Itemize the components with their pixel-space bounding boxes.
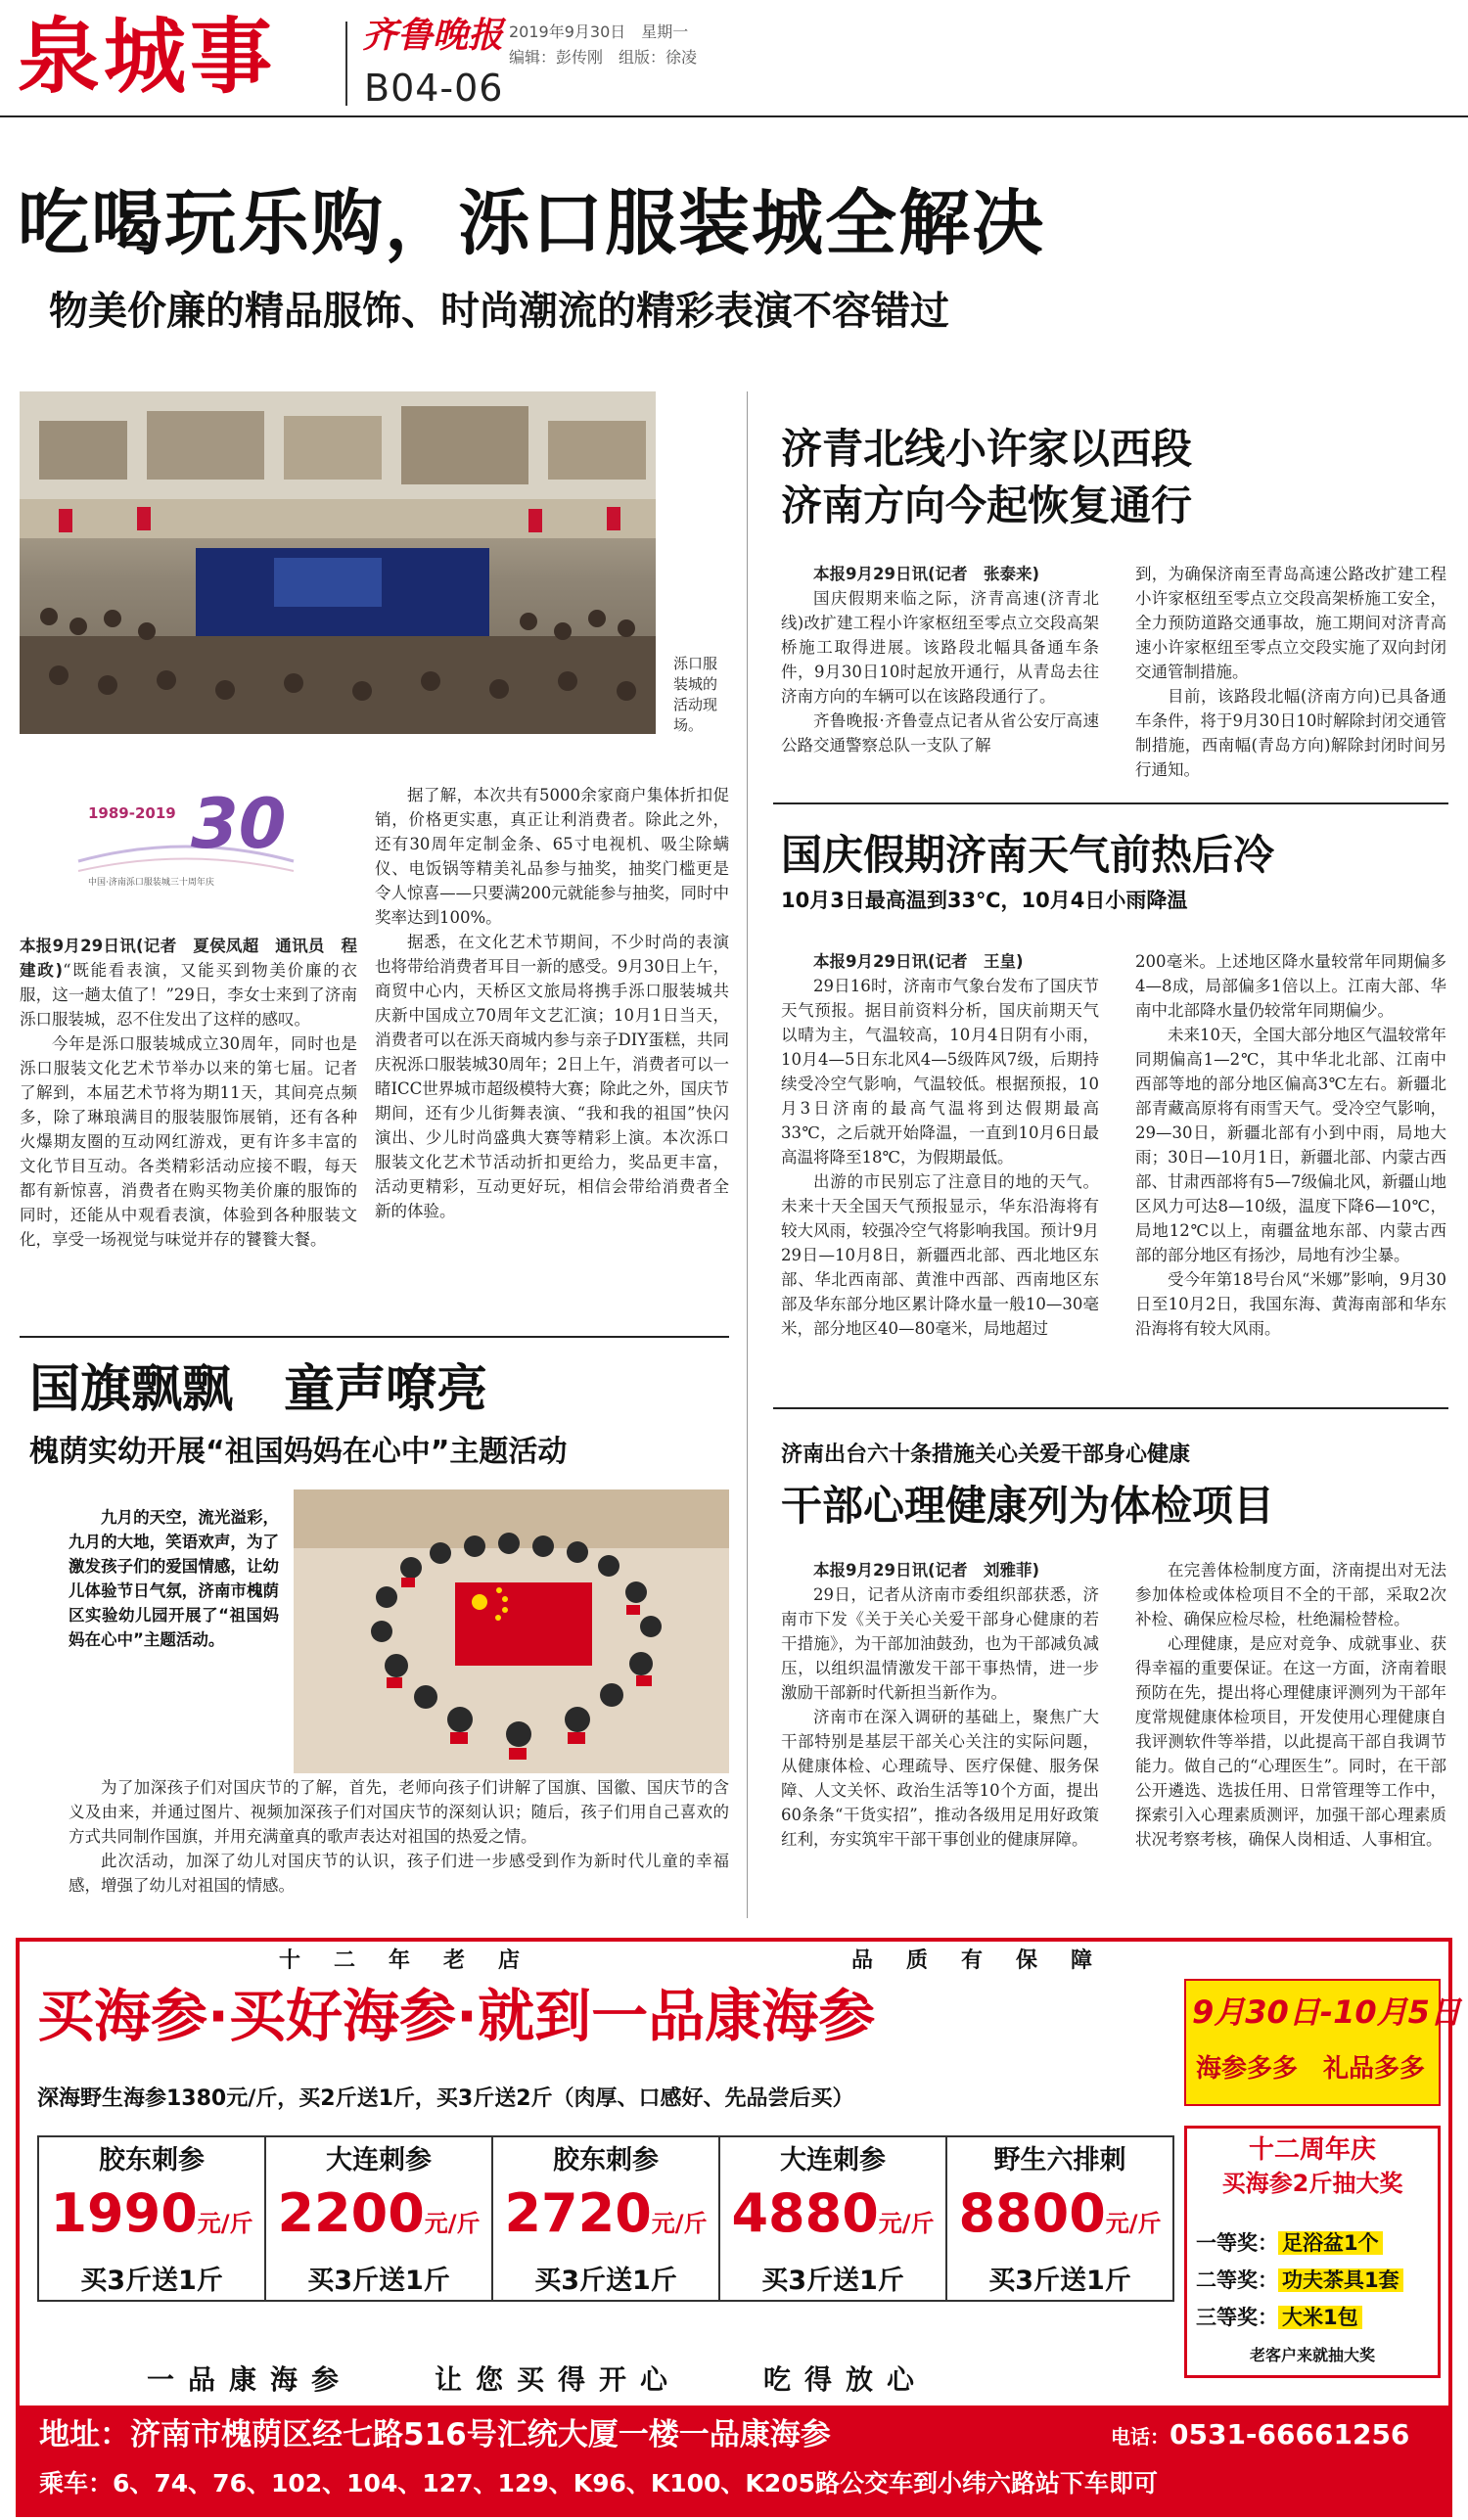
ad-phone: 0531-66661256 xyxy=(1170,2418,1410,2451)
cadre-col1-para2: 济南市在深入调研的基础上，聚焦广大干部特别是基层干部关心关注的实际问题，从健康体检、心理疏导、医疗保健、服务保障、人文关怀、政治生活等10个方面，提出60条条“干货实招”，推动各级用足用好政策红利，夯实筑牢干部干事创业的健康屏障。 xyxy=(781,1708,1099,1849)
ad-subline: 深海野生海参1380元/斤，买2斤送1斤，买3斤送2斤（肉厚、口感好、先品尝后买） xyxy=(37,2086,854,2111)
ad-phone-label: 电话： xyxy=(1111,2425,1170,2449)
product-promo: 买3斤送1斤 xyxy=(534,2266,677,2296)
weather-subhead: 10月3日最高温到33℃，10月4日小雨降温 xyxy=(781,889,1188,912)
product-name: 大连刺参 xyxy=(326,2145,432,2176)
product-cell xyxy=(264,2135,491,2302)
weather-col2-para3: 受今年第18号台风“米娜”影响，9月30日至10月2日，我国东海、黄海南部和华东沿海将有较大风雨。 xyxy=(1135,1270,1446,1338)
lead-col2-para2: 据悉，在文化艺术节期间，不少时尚的表演也将带给消费者耳目一新的感受。9月30日上午，商贸中心内，天桥区文旅局将携手泺口服装城共庆新中国成立70周年文艺汇演；10月1日当天，消费者可以在泺天商城内参与亲子DIY蛋糕，共同庆祝泺口服装城30周年；2日上午，消费者可以一睹ICC世界城市超级模特大赛；除此之外，国庆节期间，还有少儿街舞表演、“我和我的祖国”快闪演出、少儿时尚盛典大赛等精彩上演。本次泺口服装文化艺术节活动折扣更给力，奖品更丰富，活动更精彩，互动更好玩，相信会带给消费者全新的体验。 xyxy=(375,933,729,1220)
weather-headline: 国庆假期济南天气前热后冷 xyxy=(781,831,1275,879)
road-col2-para2: 目前，该路段北幅(济南方向)已具备通车条件，将于9月30日10时解除封闭交通管制措施，西南幅(青岛方向)解除封闭时间另行通知。 xyxy=(1135,687,1446,779)
kid-headline: 国旗飘飘 童声嘹亮 xyxy=(29,1360,488,1419)
anniversary-logo xyxy=(69,793,303,900)
ad-top-left: 十二年老店 xyxy=(279,1948,554,1973)
editor-line: 编辑：彭传刚 组版：徐凌 xyxy=(509,48,698,67)
lottery-title1: 十二周年庆 xyxy=(1248,2135,1376,2165)
prize-level: 一等奖： xyxy=(1196,2231,1278,2255)
paper-name: 齐鲁晚报 xyxy=(362,15,504,56)
section-title: 泉城事 xyxy=(18,8,277,105)
product-promo: 买3斤送1斤 xyxy=(307,2266,450,2296)
weather-col1-para1: 29日16时，济南市气象台发布了国庆节天气预报。据目前资料分析，国庆前期天气以晴为主，气温较高，10月4日阴有小雨，10月4—5日东北风4—5级阵风7级，后期持续受冷空气影响，气温较低。根据预报，10月3日济南的最高气温将到达假期最高33℃，之后就开始降温，一直到10月6日最高温将降至18℃，为假期最低。 xyxy=(781,977,1099,1167)
prize-row xyxy=(1196,2300,1437,2335)
lead-photo-caption: 泺口服装城的活动现场。 xyxy=(673,655,718,734)
ad-products xyxy=(37,2135,1174,2302)
page-number: B04-06 xyxy=(364,67,504,110)
cadre-col1 xyxy=(781,1558,1099,1908)
product-unit: 元/斤 xyxy=(878,2210,935,2237)
ad-dates: 9月30日-10月5日 xyxy=(1192,1993,1461,2031)
lottery-note: 老客户来就抽大奖 xyxy=(1249,2346,1375,2364)
prize-level: 三等奖： xyxy=(1196,2306,1278,2329)
lead-headline: 吃喝玩乐购，泺口服装城全解决 xyxy=(18,182,1045,265)
kid-body-para1: 为了加深孩子们对国庆节的了解，首先，老师向孩子们讲解了国旗、国徽、国庆节的含义及由来，并通过图片、视频加深孩子们对国庆节的深刻认识；随后，孩子们用自己喜欢的方式共同制作国旗，并用充满童真的歌声表达对祖国的热爱之情。 xyxy=(69,1778,729,1846)
product-cell xyxy=(945,2135,1174,2302)
prize-row xyxy=(1196,2225,1437,2261)
lead-byline: 本报9月29日讯(记者 夏侯凤超 通讯员 程建政) xyxy=(20,937,357,980)
road-col1-para2: 齐鲁晚报·齐鲁壹点记者从省公安厅高速公路交通警察总队一支队了解 xyxy=(781,711,1099,755)
ad-bus: 乘车：6、74、76、102、104、127、129、K96、K100、K205路公交车到小纬六路站下车即可 xyxy=(39,2469,1158,2497)
ad-address: 地址：济南市槐荫区经七路516号汇统大厦一楼一品康海参 xyxy=(39,2417,831,2452)
road-col1-para1: 国庆假期来临之际，济青高速(济青北线)改扩建工程小许家枢纽至零点立交段高架桥施工取得进展。该路段北幅具备通车条件，9月30日10时起放开通行，从青岛去往济南方向的车辆可以在该路段通行了。 xyxy=(781,589,1099,706)
weather-col2-para1: 200毫米。上述地区降水量较常年同期偏多4—8成，局部偏多1倍以上。江南大部、华南中北部降水量仍较常年同期偏少。 xyxy=(1135,952,1446,1020)
kid-body xyxy=(69,1775,729,1922)
product-unit: 元/斤 xyxy=(424,2210,481,2237)
lead-bottom-rule xyxy=(20,1336,729,1338)
date-line: 2019年9月30日 星期一 xyxy=(509,23,689,41)
prize-row xyxy=(1196,2263,1437,2298)
product-cell xyxy=(491,2135,718,2302)
kids-flag-photo xyxy=(294,1489,729,1773)
product-price: 8800 xyxy=(958,2182,1106,2244)
prize-item: 大米1包 xyxy=(1278,2306,1362,2329)
road-headline-line2: 济南方向今起恢复通行 xyxy=(781,481,1193,529)
cadre-kicker: 济南出台六十条措施关心关爱干部身心健康 xyxy=(781,1443,1191,1467)
cadre-col2-para2: 心理健康，是应对竞争、成就事业、获得幸福的重要保证。在这一方面，济南着眼预防在先，提出将心理健康评测列为干部年度常规健康体检项目，开发使用心理健康自我评测软件等举措，以此提高干部自我调节能力。做自己的“心理医生”。同时，在干部公开遴选、选拔任用、日常管理等工作中，探索引入心理素质测评，加强干部心理素质状况考察考核，确保人岗相适、人事相宜。 xyxy=(1135,1634,1446,1849)
prize-item: 功夫茶具1套 xyxy=(1278,2268,1403,2292)
weather-byline: 本报9月29日讯(记者 王皇) xyxy=(813,952,1024,971)
weather-bottom-rule xyxy=(773,1407,1448,1409)
cadre-byline: 本报9月29日讯(记者 刘雅菲) xyxy=(813,1561,1040,1580)
mall-event-photo xyxy=(20,391,656,734)
lead-col2 xyxy=(375,783,729,1326)
ad-gifts: 海参多多 礼品多多 xyxy=(1196,2054,1426,2084)
road-col1 xyxy=(781,562,1099,787)
prize-level: 二等奖： xyxy=(1196,2268,1278,2292)
weather-col2 xyxy=(1135,949,1446,1395)
product-promo: 买3斤送1斤 xyxy=(988,2266,1131,2296)
product-unit: 元/斤 xyxy=(197,2210,253,2237)
masthead-rule xyxy=(0,115,1468,117)
ad-slogan: 买海参·买好海参·就到一品康海参 xyxy=(37,1983,876,2049)
product-promo: 买3斤送1斤 xyxy=(761,2266,904,2296)
kid-intro: 九月的天空，流光溢彩，九月的大地，笑语欢声，为了激发孩子们的爱国情感，让幼儿体验节日气氛，济南市槐荫区实验幼儿园开展了“祖国妈妈在心中”主题活动。 xyxy=(69,1508,279,1649)
product-price: 2200 xyxy=(277,2182,425,2244)
product-cell xyxy=(37,2135,264,2302)
product-name: 胶东刺参 xyxy=(99,2145,205,2176)
cadre-col2-para1: 在完善体检制度方面，济南提出对无法参加体检或体检项目不全的干部，采取2次补检、确保应检尽检，杜绝漏检替检。 xyxy=(1135,1561,1446,1628)
lead-subhead: 物美价廉的精品服饰、时尚潮流的精彩表演不容错过 xyxy=(49,289,949,334)
kid-body-para2: 此次活动，加深了幼儿对国庆节的认识，孩子们进一步感受到作为新时代儿童的幸福感，增强了幼儿对祖国的情感。 xyxy=(69,1852,729,1895)
logo-subtext: 中国·济南泺口服装城三十周年庆 xyxy=(88,878,214,888)
product-price: 4880 xyxy=(731,2182,879,2244)
road-col2 xyxy=(1135,562,1446,787)
weather-col1 xyxy=(781,949,1099,1395)
logo-number: 30 xyxy=(191,793,287,864)
product-unit: 元/斤 xyxy=(1105,2210,1162,2237)
product-name: 野生六排刺 xyxy=(993,2145,1126,2176)
cadre-headline: 干部心理健康列为体检项目 xyxy=(781,1482,1275,1530)
ad-top-right: 品质有保障 xyxy=(851,1948,1126,1973)
cadre-col2 xyxy=(1135,1558,1446,1908)
product-cell xyxy=(718,2135,945,2302)
weather-col2-para2: 未来10天，全国大部分地区气温较常年同期偏高1—2℃，其中华北北部、江南中西部等地的部分地区偏高3℃左右。新疆北部青藏高原将有雨雪天气。受冷空气影响，29—30日，新疆北部有小到中雨，局地大雨；30日—10月1日，新疆北部、内蒙古西部、甘肃西部将有5—7级偏北风，新疆山地区风力可达8—10级，温度下降6—10℃，局地12℃以上，南疆盆地东部、内蒙古西部的部分地区有扬沙，局地有沙尘暴。 xyxy=(1135,1026,1446,1264)
ad-tagline: 一品康海参 让您买得开心 吃得放心 xyxy=(147,2363,929,2396)
lead-col2-para1: 据了解，本次共有5000余家商户集体折扣促销，价格更实惠，真正让利消费者。除此之外，还有30周年定制金条、65寸电视机、吸尘除螨仪、电饭锅等精美礼品参与抽奖，抽奖门槛更是令人惊喜——只要满200元就能参与抽奖，同时中奖率达到100%。 xyxy=(375,786,729,927)
kid-subhead: 槐荫实幼开展“祖国妈妈在心中”主题活动 xyxy=(29,1435,568,1469)
weather-col1-para2: 出游的市民别忘了注意目的地的天气。未来十天全国天气预报显示，华东沿海将有较大风雨，较强冷空气将影响我国。预计9月29日—10月8日，新疆西北部、西北地区东部、华北西南部、黄淮中西部、西南地区东部及华东部分地区累计降水量一般10—30毫米，部分地区40—80毫米，局地超过 xyxy=(781,1172,1099,1338)
road-headline-line1: 济青北线小许家以西段 xyxy=(781,425,1193,473)
road-bottom-rule xyxy=(773,802,1448,804)
product-unit: 元/斤 xyxy=(651,2210,708,2237)
road-col2-para1: 到，为确保济南至青岛高速公路改扩建工程小许家枢纽至零点立交段高架桥施工安全，全力预防道路交通事故，施工期间对济青高速小许家枢纽至零点立交段实施了双向封闭交通管制措施。 xyxy=(1135,565,1446,681)
lead-col1 xyxy=(20,934,357,1325)
prize-item: 足浴盆1个 xyxy=(1278,2231,1383,2255)
lottery-title2: 买海参2斤抽大奖 xyxy=(1221,2170,1403,2197)
product-promo: 买3斤送1斤 xyxy=(80,2266,223,2296)
road-byline: 本报9月29日讯(记者 张泰来) xyxy=(813,565,1040,583)
product-price: 2720 xyxy=(504,2182,652,2244)
product-name: 胶东刺参 xyxy=(553,2145,659,2176)
ad-phone-row xyxy=(1111,2410,1409,2463)
lead-col1-para2: 今年是泺口服装城成立30周年，同时也是泺口服装文化艺术节举办以来的第七届。记者了解到，本届艺术节将为期11天，其间亮点频多，除了琳琅满目的服装服饰展销，还有各种火爆期友圈的互动网红游戏，更有许多丰富的文化节目互动。各类精彩活动应接不暇，每天都有新惊喜，消费者在购买物美价廉的服饰的同时，还能从中观看表演，体验到各种服装文化，享受一场视觉与味觉并存的饕餮大餐。 xyxy=(20,1034,357,1249)
product-name: 大连刺参 xyxy=(780,2145,886,2176)
column-divider xyxy=(747,391,748,1918)
product-price: 1990 xyxy=(50,2182,198,2244)
cadre-col1-para1: 29日，记者从济南市委组织部获悉，济南市下发《关于关心关爱干部身心健康的若干措施》，为干部加油鼓劲，也为干部减负减压，以组织温情激发干部干事热情，进一步激励干部新时代新担当新作为。 xyxy=(781,1585,1099,1702)
lead-col1-para1: “既能看表演，又能买到物美价廉的衣服，这一趟太值了！”29日，李女士来到了济南泺口服装城，忍不住发出了这样的感叹。 xyxy=(20,961,357,1029)
masthead-divider xyxy=(345,22,347,106)
logo-years: 1989-2019 xyxy=(88,804,176,822)
